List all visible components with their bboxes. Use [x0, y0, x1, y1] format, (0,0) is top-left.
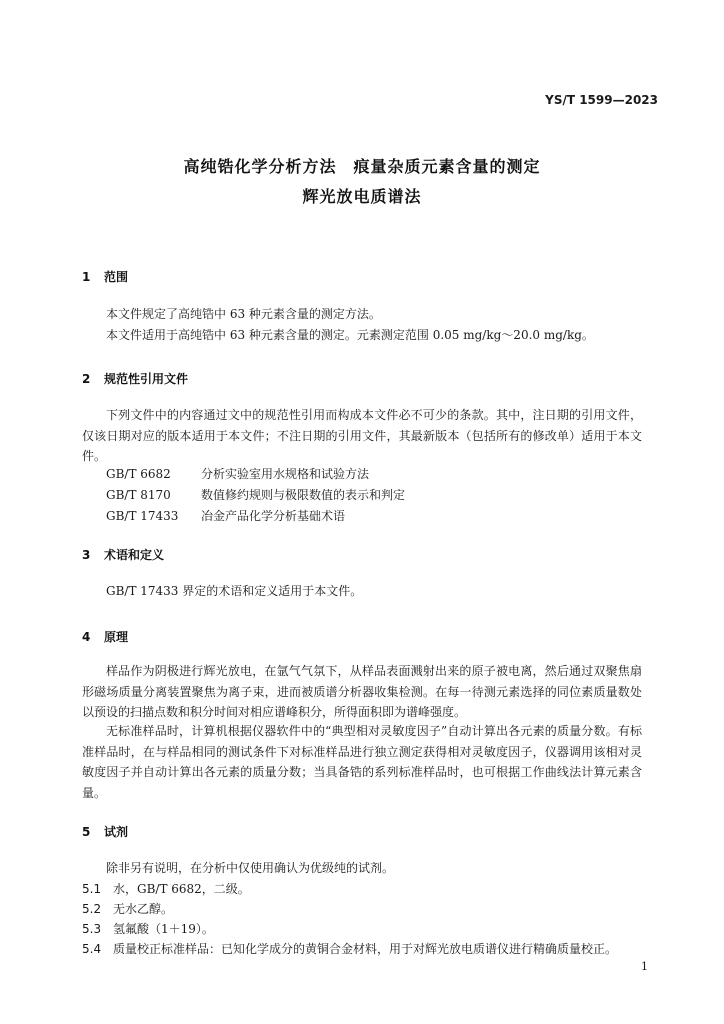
reagent-number: 5.2	[82, 902, 102, 916]
section-2-heading	[82, 370, 188, 387]
reagent-item	[82, 900, 173, 917]
reagent-text: 无水乙醇。	[113, 902, 174, 916]
section-number: 2	[82, 372, 91, 386]
section-title: 范围	[104, 270, 129, 284]
reagent-number: 5.4	[82, 942, 102, 956]
section-number: 1	[82, 270, 91, 284]
normative-references-paragraph: 下列文件中的内容通过文中的规范性引用而构成本文件必不可少的条款。其中，注日期的引用文件，仅该日期对应的版本适用于本文件；不注日期的引用文件，其最新版本（包括所有的修改单）适用于本文件。	[82, 408, 642, 463]
document-title-line-2: 辉光放电质谱法	[302, 187, 422, 206]
section-title: 试剂	[104, 825, 129, 839]
section-1-heading	[82, 268, 128, 285]
reagent-number: 5.1	[82, 882, 102, 896]
section-title: 规范性引用文件	[104, 372, 189, 386]
section-4-heading	[82, 628, 128, 645]
reference-item	[106, 486, 405, 503]
reference-title: 数值修约规则与极限数值的表示和判定	[201, 488, 406, 502]
reagent-text: 水，GB/T 6682，二级。	[113, 882, 250, 896]
principle-paragraph-2: 无标准样品时，计算机根据仪器软件中的“典型相对灵敏度因子”自动计算出各元素的质量分数。有标准样品时，在与样品相同的测试条件下对标准样品进行独立测定获得相对灵敏度因子，仪器调用该相对灵敏度因子并自动计算出各元素的质量分数；当具备锆的系列标准样品时，也可根据工作曲线法计算元素含量。	[82, 724, 642, 800]
reference-title: 冶金产品化学分析基础术语	[201, 509, 346, 523]
section-number: 3	[82, 548, 91, 562]
reagent-item	[82, 920, 214, 937]
reference-item	[106, 507, 345, 524]
standard-number: YS/T 1599—2023	[545, 93, 658, 107]
reference-title: 分析实验室用水规格和试验方法	[201, 467, 370, 481]
reagents-intro: 除非另有说明，在分析中仅使用确认为优级纯的试剂。	[106, 861, 395, 875]
reference-code: GB/T 6682	[106, 467, 171, 481]
principle-paragraph-1: 样品作为阴极进行辉光放电，在氩气气氛下，从样品表面溅射出来的原子被电离，然后通过双聚焦扇形磁场质量分离装置聚焦为离子束，进而被质谱分析器收集检测。在每一待测元素选择的同位素质量数处以预设的扫描点数和积分时间对相应谱峰积分，所得面积即为谱峰强度。	[82, 664, 642, 719]
section-3-heading	[82, 546, 164, 563]
section-5-heading	[82, 823, 128, 840]
reagent-number: 5.3	[82, 922, 102, 936]
page-number: 1	[641, 960, 648, 973]
reagent-text: 氢氟酸（1＋19）。	[113, 922, 214, 936]
document-title-line-1: 高纯锆化学分析方法 痕量杂质元素含量的测定	[183, 157, 541, 176]
reference-item	[106, 465, 369, 482]
reagent-text: 质量校正标准样品：已知化学成分的黄铜合金材料，用于对辉光放电质谱仪进行精确质量校正。	[113, 942, 618, 956]
terms-text: GB/T 17433 界定的术语和定义适用于本文件。	[106, 584, 363, 598]
section-title: 原理	[104, 630, 129, 644]
reference-code: GB/T 8170	[106, 488, 171, 502]
scope-line-2: 本文件适用于高纯锆中 63 种元素含量的测定。元素测定范围 0.05 mg/kg～20.0 mg/kg。	[106, 328, 594, 342]
reference-code: GB/T 17433	[106, 509, 179, 523]
scope-line-1: 本文件规定了高纯锆中 63 种元素含量的测定方法。	[106, 307, 381, 321]
reagent-item	[82, 940, 617, 957]
reagent-item	[82, 880, 250, 897]
section-number: 5	[82, 825, 91, 839]
section-number: 4	[82, 630, 91, 644]
section-title: 术语和定义	[104, 548, 165, 562]
